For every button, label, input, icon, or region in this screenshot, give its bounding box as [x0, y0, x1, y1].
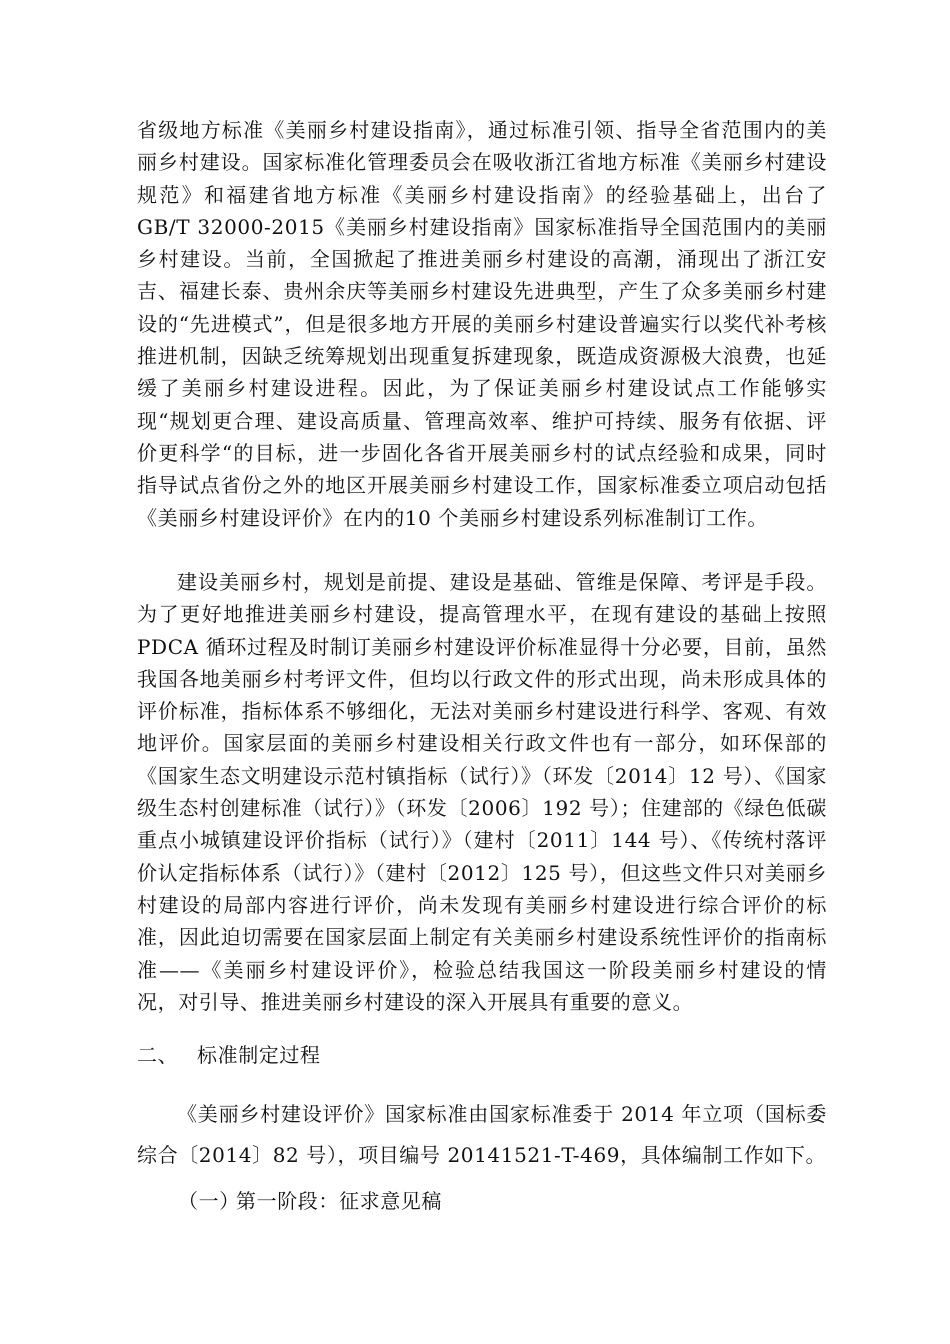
- section-number: 二、: [137, 1043, 179, 1067]
- subsection-number: （一）: [178, 1189, 240, 1213]
- section-heading: [137, 1039, 321, 1071]
- body-paragraph: 省级地方标准《美丽乡村建设指南》，通过标准引领、指导全省范围内的美丽乡村建设。国家标准化管理委员会在吸收浙江省地方标准《美丽乡村建设规范》和福建省地方标准《美丽乡村建设指南》的经验基础上，出台了 GB/T 32000-2015《美丽乡村建设指南》国家标准指导全国范围内的美丽乡村建设。当前，全国掀起了推进美丽乡村建设的高潮，涌现出了浙江安吉、福建长泰、贵州余庆等美丽乡村建设先进典型，产生了众多美丽乡村建设的“先进模式”，但是很多地方开展的美丽乡村建设普遍实行以奖代补考核推进机制，因缺乏统筹规划出现重复拆建现象，既造成资源极大浪费，也延缓了美丽乡村建设进程。因此，为了保证美丽乡村建设试点工作能够实现“规划更合理、建设高质量、管理高效率、维护可持续、服务有依据、评价更科学“的目标，进一步固化各省开展美丽乡村的试点经验和成果，同时指导试点省份之外的地区开展美丽乡村建设工作，国家标准委立项启动包括《美丽乡村建设评价》在内的10 个美丽乡村建设系列标准制订工作。: [137, 118, 827, 530]
- subsection-heading: [178, 1185, 442, 1217]
- body-paragraph: 《美丽乡村建设评价》国家标准由国家标准委于 2014 年立项（国标委综合〔2014〕82 号），项目编号 20141521-T-469，具体编制工作如下。: [137, 1102, 827, 1167]
- body-paragraph: 建设美丽乡村，规划是前提、建设是基础、管维是保障、考评是手段。为了更好地推进美丽乡村建设，提高管理水平，在现有建设的基础上按照PDCA 循环过程及时制订美丽乡村建设评价标准显得十分必要，目前，虽然我国各地美丽乡村考评文件，但均以行政文件的形式出现，尚未形成具体的评价标准，指标体系不够细化，无法对美丽乡村建设进行科学、客观、有效地评价。国家层面的美丽乡村建设相关行政文件也有一部分，如环保部的《国家生态文明建设示范村镇指标（试行）》（环发〔2014〕12 号）、《国家级生态村创建标准（试行）》（环发〔2006〕192 号）；住建部的《绿色低碳重点小城镇建设评价指标（试行）》（建村〔2011〕144 号）、《传统村落评价认定指标体系（试行）》（建村〔2012〕125 号），但这些文件只对美丽乡村建设的局部内容进行评价，尚未发现有美丽乡村建设进行综合评价的标准，因此迫切需要在国家层面上制定有关美丽乡村建设系统性评价的指南标准——《美丽乡村建设评价》，检验总结我国这一阶段美丽乡村建设的情况，对引导、推进美丽乡村建设的深入开展具有重要的意义。: [137, 570, 827, 1014]
- section-title: 标准制定过程: [197, 1043, 321, 1067]
- subsection-title: 第一阶段：征求意见稿: [236, 1189, 442, 1213]
